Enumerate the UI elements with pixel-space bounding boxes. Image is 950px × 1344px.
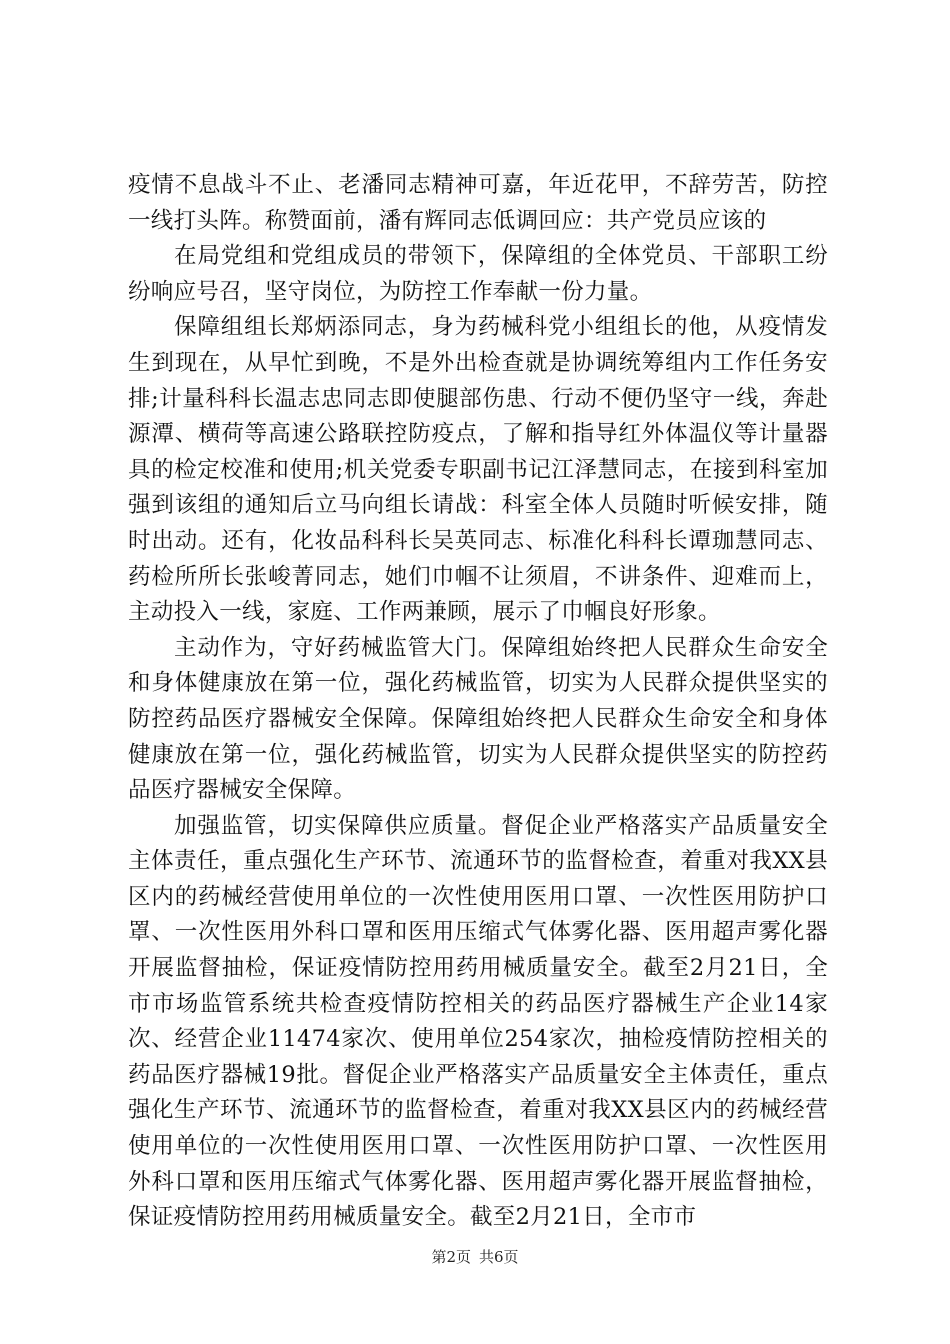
paragraph-2: 在局党组和党组成员的带领下，保障组的全体党员、干部职工纷纷响应号召，坚守岗位，为防控工作奉献一份力量。 (128, 243, 828, 305)
page-total: 共6页 (479, 1248, 519, 1266)
page-footer (0, 1247, 950, 1267)
document-body (128, 168, 828, 1236)
paragraph-4: 主动作为，守好药械监管大门。保障组始终把人民群众生命安全和身体健康放在第一位，强化药械监管，切实为人民群众提供坚实的防控药品医疗器械安全保障。保障组始终把人民群众生命安全和身体健康放在第一位，强化药械监管，切实为人民群众提供坚实的防控药品医疗器械安全保障。 (128, 634, 828, 804)
page-number: 第2页 (431, 1248, 471, 1266)
paragraph-5: 加强监管，切实保障供应质量。督促企业严格落实产品质量安全主体责任，重点强化生产环节、流通环节的监督检查，着重对我XX县区内的药械经营使用单位的一次性使用医用口罩、一次性医用防护口罩、一次性医用外科口罩和医用压缩式气体雾化器、医用超声雾化器开展监督抽检，保证疫情防控用药用械质量安全。截至2月21日，全市市场监管系统共检查疫情防控相关的药品医疗器械生产企业14家次、经营企业11474家次、使用单位254家次，抽检疫情防控相关的药品医疗器械19批。督促企业严格落实产品质量安全主体责任，重点强化生产环节、流通环节的监督检查，着重对我XX县区内的药械经营使用单位的一次性使用医用口罩、一次性医用防护口罩、一次性医用外科口罩和医用压缩式气体雾化器、医用超声雾化器开展监督抽检，保证疫情防控用药用械质量安全。截至2月21日，全市市 (128, 812, 828, 1231)
paragraph-1: 疫情不息战斗不止、老潘同志精神可嘉，年近花甲，不辞劳苦，防控一线打头阵。称赞面前，潘有辉同志低调回应：共产党员应该的 (128, 172, 828, 234)
paragraph-3: 保障组组长郑炳添同志，身为药械科党小组组长的他，从疫情发生到现在，从早忙到晚，不是外出检查就是协调统筹组内工作任务安排;计量科科长温志忠同志即使腿部伤患、行动不便仍坚守一线，奔赴源潭、横荷等高速公路联控防疫点，了解和指导红外体温仪等计量器具的检定校准和使用;机关党委专职副书记江泽慧同志，在接到科室加强到该组的通知后立马向组长请战：科室全体人员随时听候安排，随时出动。还有，化妆品科科长吴英同志、标准化科科长谭珈慧同志、药检所所长张峻菁同志，她们巾帼不让须眉，不讲条件、迎难而上，主动投入一线，家庭、工作两兼顾，展示了巾帼良好形象。 (128, 314, 828, 626)
